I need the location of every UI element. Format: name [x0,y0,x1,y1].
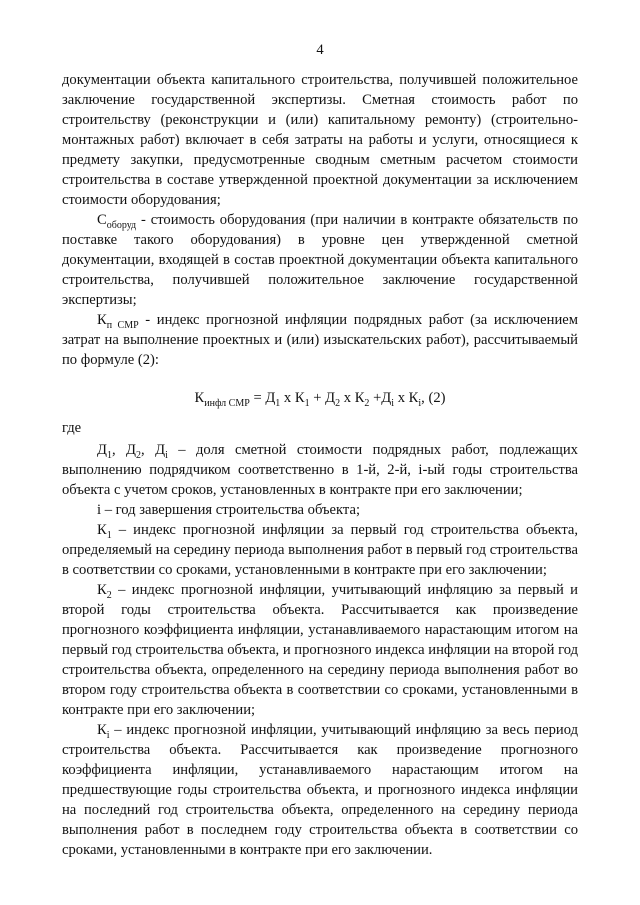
subscript: 2 [136,449,142,461]
subscript: 2 [106,589,112,601]
text-run: документации объекта капитального строительства, получившей положительное заключение государственной экспертизы. Сметная стоимость работ по строительству (реконструкции и (или) капитальному ремонту) (строительно-монтажных работ) включает в себя затраты на работы и услуги, относящиеся к предмету закупки, предусмотренные сводным сметным расчетом стоимости строительства в составе утвержденной проектной документации за исключением стоимости оборудования; [62,72,578,208]
paragraph-ki-definition [62,720,578,860]
subscript: i [106,729,110,741]
subscript: 1 [275,397,281,409]
paragraph-i-year [62,500,578,520]
text-run: +Д [369,390,392,406]
paragraph-k-smr-definition [62,310,578,370]
text-run: К [97,522,107,538]
text-run: где [62,420,82,436]
text-run: К [97,722,107,738]
text-run: К [97,582,107,598]
document-body [62,70,578,860]
text-run: х К [280,390,305,406]
formula-2 [62,388,578,408]
subscript: i [418,397,422,409]
text-run: К [194,390,205,406]
subscript: 1 [304,397,310,409]
subscript: 1 [106,449,112,461]
text-run: – индекс прогнозной инфляции, учитывающий инфляцию за весь период строительства объекта. Рассчитывается как произведение прогнозного коэффициента инфляции, устанавливаемого нарастающим итогом на предшествующие годы строительства объекта, и прогнозного индекса инфляции на последний год строительства объекта, определенного на середину периода выполнения работ в последнем году строительства объекта в соответствии со сроками, установленными в контракте при его заключении. [62,722,578,858]
text-run: + Д [309,390,336,406]
text-run: i – год завершения строительства объекта; [97,502,361,518]
subscript: i [391,397,395,409]
text-run: Д [97,442,107,458]
text-run: , Д [141,442,166,458]
subscript: 1 [106,529,112,541]
text-run: х К [394,390,419,406]
subscript: 2 [335,397,341,409]
text-run: , (2) [421,390,446,406]
paragraph-k1-definition [62,520,578,580]
paragraph-design-docs-continuation [62,70,578,210]
paragraph-equipment-cost [62,210,578,310]
where-label [62,418,578,438]
subscript: 2 [364,397,370,409]
text-run: - стоимость оборудования (при наличии в контракте обязательств по поставке такого оборудования) в уровне цен утвержденной сметной документации, входящей в состав проектной документации объекта капитального строительства, получившей положительное заключение государственной экспертизы; [62,212,578,308]
text-run: = Д [249,390,276,406]
paragraph-d-shares [62,440,578,500]
subscript: п СМР [106,319,139,331]
text-run: х К [340,390,365,406]
text-run: - индекс прогнозной инфляции подрядных работ (за исключением затрат на выполнение проектных и (или) изыскательских работ), рассчитываемый по формуле (2): [62,312,578,368]
text-run: – индекс прогнозной инфляции, учитывающий инфляцию за первый и второй годы строительства объекта. Рассчитывается как произведение прогнозного коэффициента инфляции, устанавливаемого нарастающим итогом на первый год строительства объекта, и прогнозного индекса инфляции на второй год строительства объекта, определенного на середину периода выполнения работ во втором году строительства объекта в соответствии со сроками, установленными в контракте при его заключении; [62,582,578,718]
text-run: К [97,312,107,328]
subscript: инфл СМР [204,397,250,409]
subscript: i [165,449,168,461]
paragraph-k2-definition [62,580,578,720]
text-run: С [97,212,107,228]
page-number: 4 [316,42,324,58]
text-run: , Д [111,442,137,458]
subscript: оборуд [106,219,137,231]
text-run: – индекс прогнозной инфляции за первый год строительства объекта, определяемый на середину периода выполнения работ в первый год строительства в соответствии со сроками, установленными в контракте при его заключении; [62,522,578,578]
text-run: – доля сметной стоимости подрядных работ, подлежащих выполнению подрядчиком соответственно в 1-й, 2-й, i-ый годы строительства объекта с учетом сроков, установленных в контракте при его заключении; [62,442,578,498]
